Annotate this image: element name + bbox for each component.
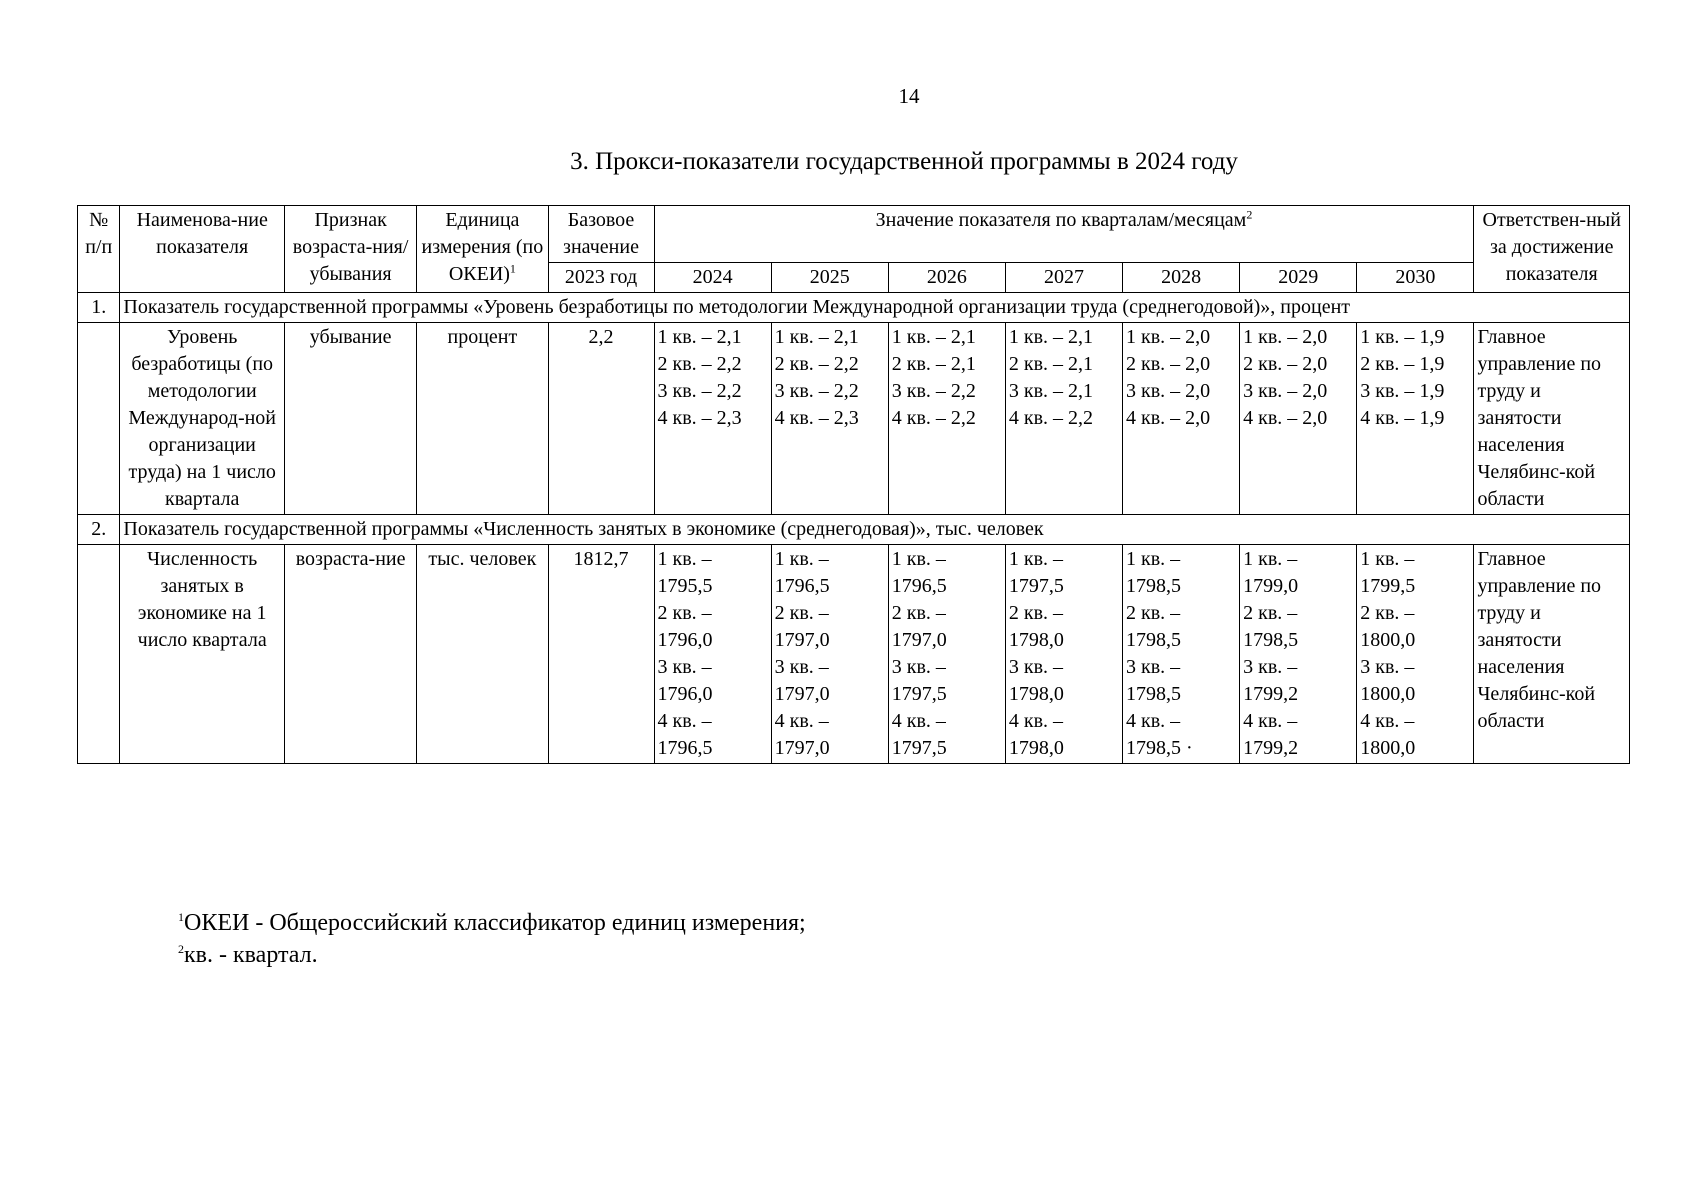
quarter-value: 2 кв. – [774, 602, 829, 624]
year-values [1357, 545, 1474, 764]
quarter-value: 1796,0 [657, 629, 713, 651]
indicator-row [78, 323, 1630, 515]
indicator-base: 1812,7 [548, 545, 654, 764]
indicator-responsible: Главное управление по труду и занятости населения Челябинс-кой области [1474, 545, 1630, 764]
header-row [78, 206, 1630, 263]
quarter-value: 2 кв. – [1360, 602, 1415, 624]
year-values [1123, 545, 1240, 764]
quarter-value: 1796,5 [891, 575, 947, 597]
indicator-sign: убывание [284, 323, 416, 515]
quarter-value: 4 кв. – [1360, 710, 1415, 732]
footnotes [178, 907, 806, 971]
section-row [78, 293, 1630, 323]
year-values [771, 545, 888, 764]
quarter-value: 3 кв. – [1243, 656, 1298, 678]
quarter-value: 1798,0 [1008, 683, 1064, 705]
quarter-value: 3 кв. – 1,9 [1360, 380, 1445, 402]
quarter-value: 3 кв. – 2,0 [1126, 380, 1211, 402]
quarter-value: 4 кв. – [657, 710, 712, 732]
quarter-value: 1800,0 [1360, 629, 1416, 651]
quarter-value: 4 кв. – [1126, 710, 1181, 732]
quarter-value: 1796,5 [657, 737, 713, 759]
quarter-value: 1798,5 [1243, 629, 1299, 651]
quarter-value: 1797,0 [774, 737, 830, 759]
quarter-value: 1 кв. – 2,0 [1126, 326, 1211, 348]
indicator-unit: процент [417, 323, 548, 515]
quarter-value: 1 кв. – [891, 548, 946, 570]
header-base-year: 2023 год [548, 263, 654, 293]
header-unit: Единица измерения (по ОКЕИ)$^1$ [417, 206, 548, 293]
section-title: Показатель государственной программы «Численность занятых в экономике (среднегодовая)», тыс. человек [120, 515, 1630, 545]
quarter-value: 3 кв. – 2,2 [657, 380, 742, 402]
indicator-name: Уровень безработицы (по методологии Международ-ной организации труда) на 1 число квартала [120, 323, 285, 515]
quarter-value: 1 кв. – 2,1 [774, 326, 859, 348]
quarter-value: 1797,0 [774, 683, 830, 705]
proxy-indicators-table [77, 205, 1630, 764]
quarter-value: 1797,5 [1008, 575, 1064, 597]
indicator-sign: возраста-ние [284, 545, 416, 764]
indicator-row [78, 545, 1630, 764]
quarter-value: 1 кв. – 1,9 [1360, 326, 1445, 348]
quarter-value: 1 кв. – [657, 548, 712, 570]
header-values: Значение показателя по кварталам/месяцам$^2$ [654, 206, 1474, 263]
quarter-value: 2 кв. – [1126, 602, 1181, 624]
quarter-value: 2 кв. – 2,1 [1008, 353, 1094, 375]
quarter-value: 1 кв. – 2,1 [891, 326, 976, 348]
quarter-value: 4 кв. – 2,0 [1126, 407, 1211, 429]
header-year: 2030 [1357, 263, 1474, 293]
quarter-value: 4 кв. – [1008, 710, 1064, 732]
header-year: 2024 [654, 263, 771, 293]
quarter-value: 1798,5 [1126, 683, 1182, 705]
quarter-value: 1797,5 [891, 737, 947, 759]
quarter-value: 1800,0 [1360, 737, 1416, 759]
quarter-value: 1798,0 [1008, 629, 1064, 651]
quarter-value: 4 кв. – 2,2 [891, 407, 976, 429]
quarter-value: 2 кв. – [657, 602, 712, 624]
quarter-value: 1796,0 [657, 683, 713, 705]
quarter-value: 3 кв. – 2,1 [1008, 380, 1094, 402]
header-responsible: Ответствен-ный за достижение показателя [1474, 206, 1630, 293]
quarter-value: 1799,0 [1243, 575, 1299, 597]
year-values [888, 545, 1005, 764]
header-sign: Признак возраста-ния/ убывания [284, 206, 416, 293]
header-year: 2028 [1123, 263, 1240, 293]
indicator-num-empty [78, 323, 120, 515]
quarter-value: 1 кв. – [1008, 548, 1064, 570]
indicator-unit: тыс. человек [417, 545, 548, 764]
quarter-value: 4 кв. – 1,9 [1360, 407, 1445, 429]
indicator-responsible: Главное управление по труду и занятости населения Челябинс-кой области [1474, 323, 1630, 515]
indicator-num-empty [78, 545, 120, 764]
year-values [1240, 323, 1357, 515]
quarter-value: 4 кв. – [891, 710, 946, 732]
quarter-value: 4 кв. – 2,3 [657, 407, 742, 429]
quarter-value: 1 кв. – 2,1 [657, 326, 742, 348]
document-title: 3. Прокси-показатели государственной программы в 2024 году [570, 148, 1238, 175]
year-values [1123, 323, 1240, 515]
quarter-value: 2 кв. – [1243, 602, 1298, 624]
quarter-value: 1800,0 [1360, 683, 1416, 705]
quarter-value: 2 кв. – 2,1 [891, 353, 976, 375]
quarter-value: 1 кв. – 2,1 [1008, 326, 1094, 348]
indicator-name: Численность занятых в экономике на 1 число квартала [120, 545, 285, 764]
quarter-value: 4 кв. – [1243, 710, 1298, 732]
quarter-value: 1797,0 [774, 629, 830, 651]
page-number: 14 [898, 84, 920, 108]
quarter-value: 2 кв. – 1,9 [1360, 353, 1445, 375]
section-number: 1. [78, 293, 120, 323]
quarter-value: 3 кв. – [774, 656, 829, 678]
header-year: 2025 [771, 263, 888, 293]
quarter-value: 1799,5 [1360, 575, 1416, 597]
quarter-value: 3 кв. – [657, 656, 712, 678]
year-values [888, 323, 1005, 515]
year-values [654, 323, 771, 515]
quarter-value: 3 кв. – 2,2 [891, 380, 976, 402]
quarter-value: 4 кв. – 2,3 [774, 407, 859, 429]
year-values [1005, 545, 1122, 764]
section-number: 2. [78, 515, 120, 545]
quarter-value: 4 кв. – 2,0 [1243, 407, 1328, 429]
year-values [771, 323, 888, 515]
header-name: Наименова-ние показателя [120, 206, 285, 293]
header-num: № п/п [78, 206, 120, 293]
quarter-value: 1798,5 [1126, 575, 1182, 597]
quarter-value: 3 кв. – 2,2 [774, 380, 859, 402]
section-title: Показатель государственной программы «Уровень безработицы по методологии Международной организации труда (среднегодовой)», процент [120, 293, 1630, 323]
quarter-value: 1798,0 [1008, 737, 1064, 759]
quarter-value: 3 кв. – [1360, 656, 1415, 678]
quarter-value: 1798,5 · [1126, 737, 1193, 759]
quarter-value: 1 кв. – [774, 548, 829, 570]
quarter-value: 1796,5 [774, 575, 830, 597]
header-year: 2026 [888, 263, 1005, 293]
quarter-value: 1799,2 [1243, 683, 1299, 705]
header-year: 2027 [1005, 263, 1122, 293]
quarter-value: 1797,0 [891, 629, 947, 651]
footnote: $^1$ОКЕИ - Общероссийский классификатор единиц измерения; [178, 910, 806, 936]
quarter-value: 1795,5 [657, 575, 713, 597]
quarter-value: 2 кв. – 2,0 [1126, 353, 1211, 375]
quarter-value: 2 кв. – 2,2 [657, 353, 742, 375]
year-values [1357, 323, 1474, 515]
quarter-value: 2 кв. – [891, 602, 946, 624]
header-year: 2029 [1240, 263, 1357, 293]
quarter-value: 1 кв. – [1360, 548, 1415, 570]
quarter-value: 4 кв. – [774, 710, 829, 732]
year-values [654, 545, 771, 764]
quarter-value: 1797,5 [891, 683, 947, 705]
quarter-value: 3 кв. – [891, 656, 946, 678]
year-values [1005, 323, 1122, 515]
indicator-base: 2,2 [548, 323, 654, 515]
quarter-value: 4 кв. – 2,2 [1008, 407, 1094, 429]
quarter-value: 3 кв. – [1008, 656, 1064, 678]
quarter-value: 2 кв. – [1008, 602, 1064, 624]
quarter-value: 3 кв. – 2,0 [1243, 380, 1328, 402]
quarter-value: 1798,5 [1126, 629, 1182, 651]
quarter-value: 2 кв. – 2,2 [774, 353, 859, 375]
quarter-value: 1 кв. – 2,0 [1243, 326, 1328, 348]
year-values [1240, 545, 1357, 764]
section-row [78, 515, 1630, 545]
quarter-value: 3 кв. – [1126, 656, 1181, 678]
quarter-value: 1 кв. – [1126, 548, 1181, 570]
header-base: Базовое значение [548, 206, 654, 263]
quarter-value: 2 кв. – 2,0 [1243, 353, 1328, 375]
quarter-value: 1799,2 [1243, 737, 1299, 759]
quarter-value: 1 кв. – [1243, 548, 1298, 570]
footnote: $^2$кв. - квартал. [178, 942, 318, 968]
